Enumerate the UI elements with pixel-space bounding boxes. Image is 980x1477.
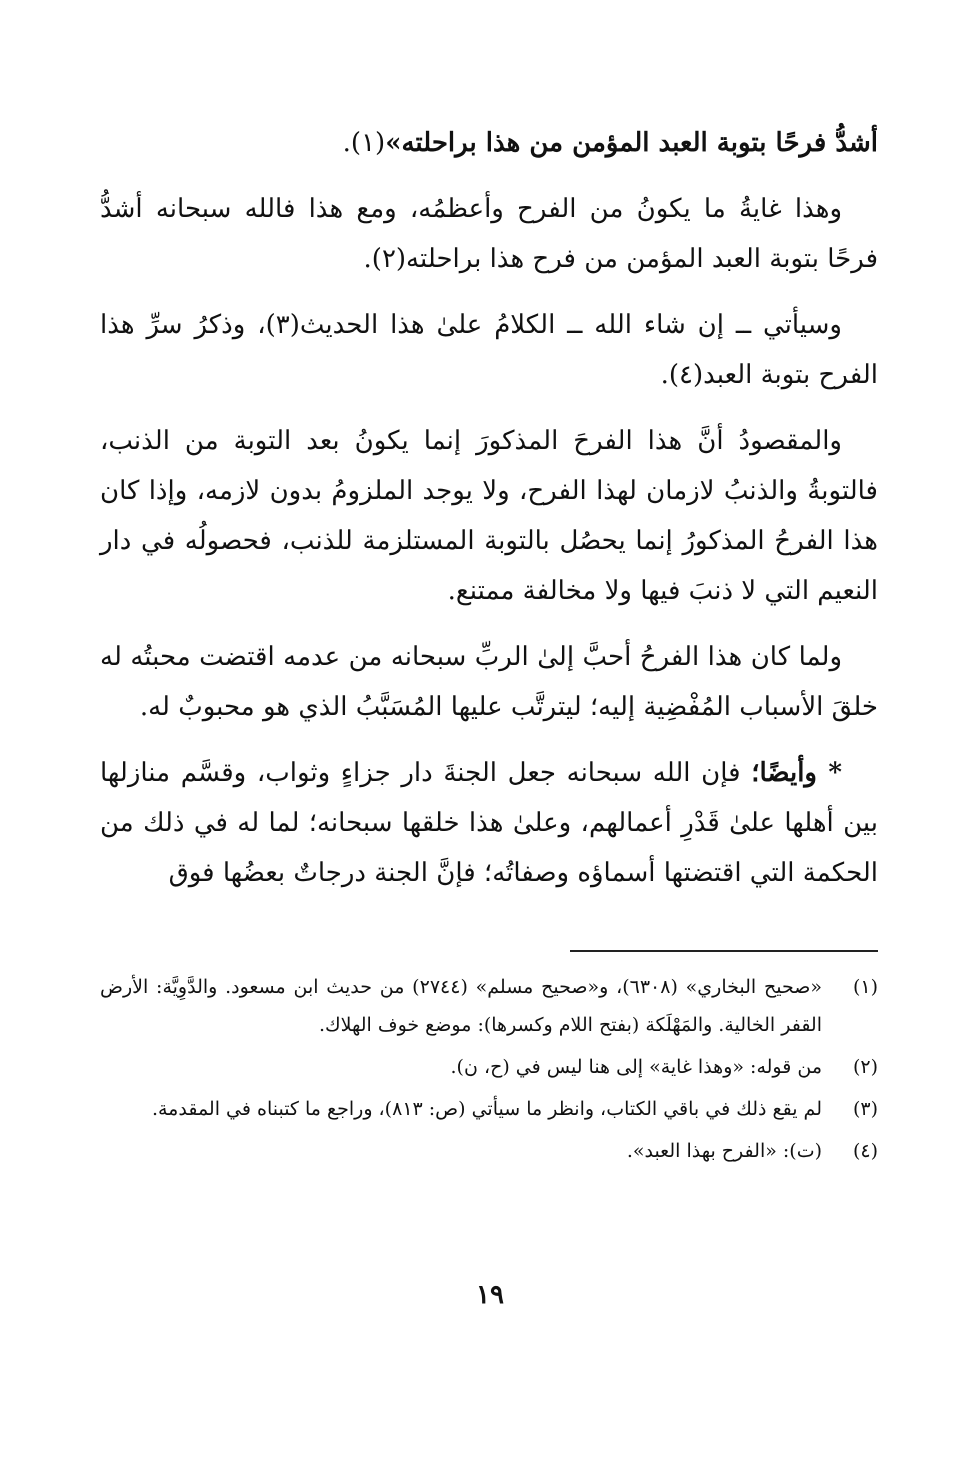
paragraph-6-text: فإن الله سبحانه جعل الجنةَ دار جزاءٍ وثواب، وقسَّم منازلها بين أهلها علىٰ قَدْرِ أعمالهم، وعلىٰ هذا خلقها سبحانه؛ لما له في ذلك من الحكمة التي اقتضتها أسماؤه وصفاتُه؛ فإنَّ الجنة درجاتٌ بعضُها فوق [100, 758, 878, 888]
footnote-number: (٣) [852, 1098, 878, 1120]
paragraph-4 [100, 416, 878, 616]
footnote-3 [100, 1090, 878, 1128]
footnote-text: لم يقع ذلك في باقي الكتاب، وانظر ما سيأتي (ص: ٨١٣)، وراجع ما كتبناه في المقدمة. [151, 1098, 822, 1120]
paragraph-5-text: ولما كان هذا الفرحُ أحبَّ إلىٰ الربِّ سبحانه من عدمه اقتضت محبتُه له خلقَ الأسباب المُفْضِية إليه؛ ليترتَّب عليها المُسَبَّبُ الذي هو محبوبٌ له. [100, 642, 878, 722]
footnote-text: (ت): «الفرح بهذا العبد». [626, 1140, 822, 1162]
paragraph-3 [100, 300, 878, 400]
footnote-number: (١) [852, 976, 878, 998]
footnote-4 [100, 1132, 878, 1170]
paragraph-4-text: والمقصودُ أنَّ هذا الفرحَ المذكورَ إنما يكونُ بعد التوبة من الذنب، فالتوبةُ والذنبُ لازمان لهذا الفرح، ولا يوجد الملزومُ بدون لازمه، وإذا كان هذا الفرحُ المذكورُ إنما يحصُل بالتوبة المستلزمة للذنب، فحصولُه في دار النعيم التي لا ذنبَ فيها ولا مخالفة ممتنع. [100, 426, 878, 606]
footnote-number: (٤) [852, 1140, 878, 1162]
footnote-2 [100, 1048, 878, 1086]
paragraph-1-text: (١). [342, 128, 386, 158]
paragraph-3-text: وسيأتي ــ إن شاء الله ــ الكلامُ علىٰ هذا الحديث(٣)، وذكرُ سرِّ هذا الفرح بتوبة العبد(٤). [100, 310, 878, 390]
footnotes [100, 968, 878, 1174]
paragraph-5 [100, 632, 878, 732]
footnote-divider [570, 950, 878, 952]
footnote-number: (٢) [852, 1056, 878, 1078]
paragraph-2 [100, 184, 878, 284]
main-text [100, 118, 878, 914]
paragraph-1-bold: أشدُّ فرحًا بتوبة العبد المؤمن من هذا براحلته» [385, 128, 878, 158]
paragraph-6 [100, 748, 878, 898]
paragraph-1 [100, 118, 878, 168]
paragraph-6-bold: * وأيضًا؛ [751, 758, 842, 788]
footnote-text: من قوله: «وهذا غاية» إلى هنا ليس في (ح، ن). [450, 1056, 822, 1078]
footnote-1 [100, 968, 878, 1044]
paragraph-2-text: وهذا غايةُ ما يكونُ من الفرح وأعظمُه، ومع هذا فالله سبحانه أشدُّ فرحًا بتوبة العبد المؤمن من فرح هذا براحلته(٢). [100, 194, 878, 274]
page-number: ١٩ [476, 1280, 504, 1310]
footnote-text: «صحيح البخاري» (٦٣٠٨)، و«صحيح مسلم» (٢٧٤٤) من حديث ابن مسعود. والدَّوِيَّة: الأرض القفر الخالية. والمَهْلَكة (بفتح اللام وكسرها): موضع خوف الهلاك. [100, 976, 822, 1036]
